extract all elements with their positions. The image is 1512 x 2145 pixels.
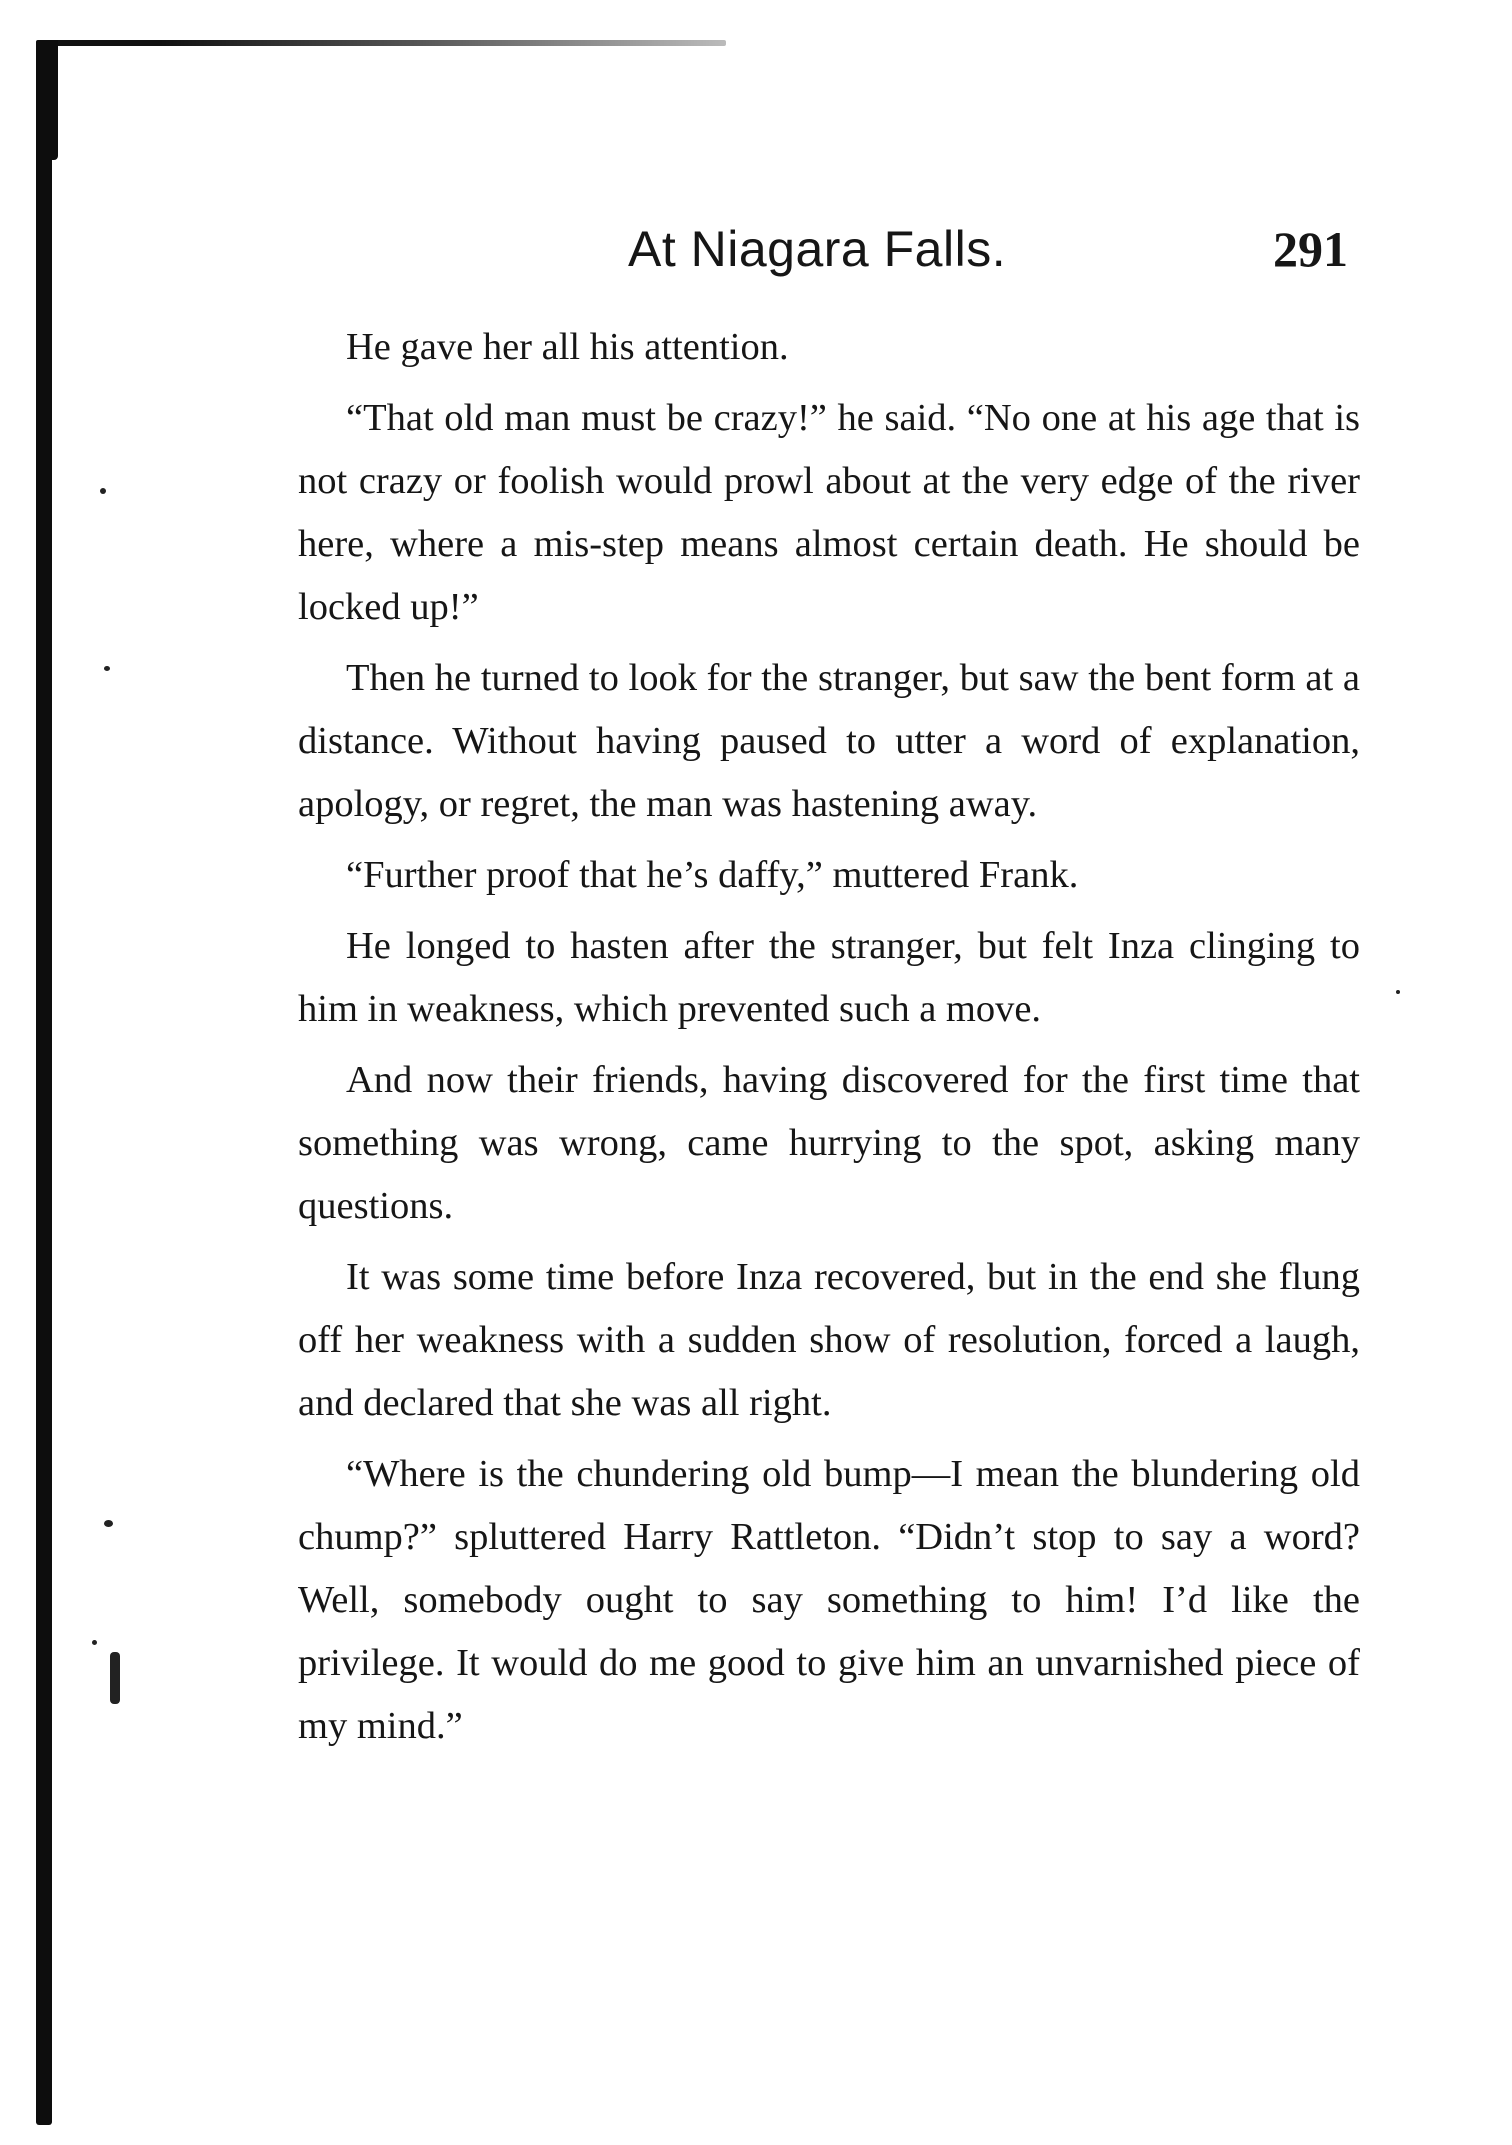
paragraph: He gave her all his attention. (346, 326, 789, 368)
scan-speck (110, 1652, 120, 1704)
scan-edge-top (36, 40, 726, 46)
body-text (298, 316, 1360, 1766)
scan-speck (92, 1640, 97, 1645)
page-header (298, 220, 1360, 290)
paragraph: Then he turned to look for the stranger, but saw the bent form at a distance. Without having paused to utter a word of explanation, apology, or regret, the man was hastening away. (298, 657, 1360, 825)
scan-edge-left (36, 40, 52, 2125)
paragraph: He longed to hasten after the stranger, but felt Inza clinging to him in weakness, which prevented such a move. (298, 925, 1360, 1030)
paragraph: And now their friends, having discovered for the first time that something was wrong, came hurrying to the spot, asking many questions. (298, 1059, 1360, 1227)
paragraph: “Where is the chundering old bump—I mean the blundering old chump?” spluttered Harry Rattleton. “Didn’t stop to say a word? Well, somebody ought to say something to him! I’d like the privilege. It would do me good to give him an unvarnished piece of my mind.” (298, 1453, 1360, 1747)
running-title: At Niagara Falls. (628, 221, 1007, 277)
scan-speck (104, 1520, 113, 1527)
page-number: 291 (1273, 221, 1348, 277)
scan-speck (104, 666, 110, 671)
scan-speck (1396, 990, 1400, 994)
scan-speck (100, 488, 106, 494)
paragraph: “That old man must be crazy!” he said. “No one at his age that is not crazy or foolish would prowl about at the very edge of the river here, where a mis-step means almost certain death. He should be locked up!” (298, 397, 1360, 628)
paragraph: “Further proof that he’s daffy,” muttered Frank. (346, 854, 1079, 896)
paragraph: It was some time before Inza recovered, but in the end she flung off her weakness with a sudden show of resolution, forced a laugh, and declared that she was all right. (298, 1256, 1360, 1424)
